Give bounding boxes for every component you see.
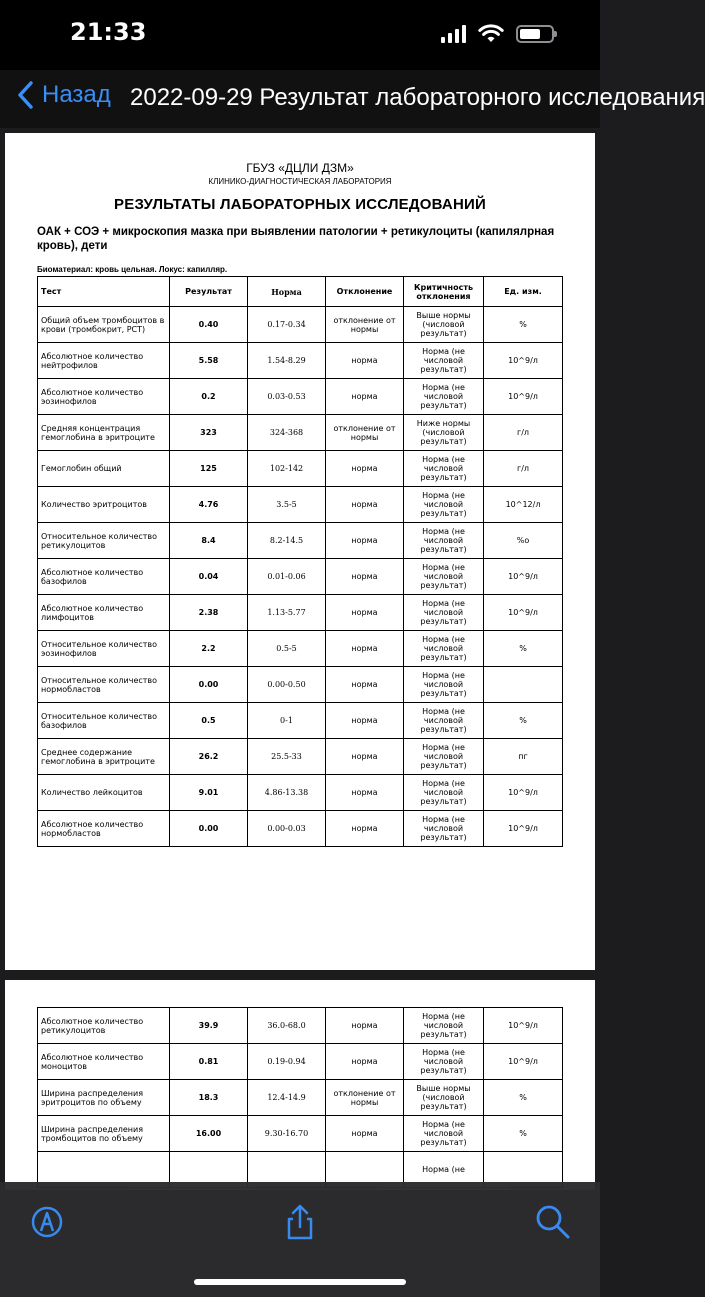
table-row bbox=[38, 631, 563, 667]
criticality-cell: Выше нормы (числовой результат) bbox=[404, 307, 484, 343]
criticality-cell: Норма (не числовой результат) bbox=[404, 559, 484, 595]
deviation-cell: отклонение от нормы bbox=[326, 415, 404, 451]
unit-cell: г/л bbox=[484, 451, 563, 487]
result-cell: 0.81 bbox=[170, 1044, 248, 1080]
result-cell: 0.00 bbox=[170, 811, 248, 847]
biomaterial: Биоматериал: кровь цельная. Локус: капилляр. bbox=[37, 265, 228, 274]
wifi-icon bbox=[478, 24, 504, 44]
test-name-cell: Абсолютное количество нейтрофилов bbox=[38, 343, 170, 379]
deviation-cell: норма bbox=[326, 595, 404, 631]
unit-cell: 10^9/л bbox=[484, 811, 563, 847]
result-cell: 16.00 bbox=[170, 1116, 248, 1152]
deviation-cell: норма bbox=[326, 703, 404, 739]
table-row bbox=[38, 811, 563, 847]
col-header-norm: Норма bbox=[248, 277, 326, 307]
deviation-cell: норма bbox=[326, 1008, 404, 1044]
test-name-cell: Абсолютное количество лимфоцитов bbox=[38, 595, 170, 631]
unit-cell: 10^9/л bbox=[484, 1008, 563, 1044]
test-name-cell: Среднее содержание гемоглобина в эритроците bbox=[38, 739, 170, 775]
deviation-cell: норма bbox=[326, 343, 404, 379]
result-cell: 0.5 bbox=[170, 703, 248, 739]
document-page-2[interactable] bbox=[5, 980, 595, 1190]
table-row bbox=[38, 1044, 563, 1080]
test-name-cell: Средняя концентрация гемоглобина в эритроците bbox=[38, 415, 170, 451]
result-cell: 4.76 bbox=[170, 487, 248, 523]
col-header-criticality: Критичность отклонения bbox=[404, 277, 484, 307]
criticality-cell: Норма (не числовой результат) bbox=[404, 703, 484, 739]
table-row bbox=[38, 1116, 563, 1152]
deviation-cell: норма bbox=[326, 631, 404, 667]
result-cell: 9.01 bbox=[170, 775, 248, 811]
chevron-left-icon bbox=[16, 80, 34, 110]
table-row bbox=[38, 703, 563, 739]
test-name-cell: Абсолютное количество нормобластов bbox=[38, 811, 170, 847]
deviation-cell: норма bbox=[326, 811, 404, 847]
deviation-cell: норма bbox=[326, 667, 404, 703]
home-indicator[interactable] bbox=[194, 1279, 406, 1285]
document-page-1[interactable] bbox=[5, 133, 595, 970]
norm-cell: 0.00-0.03 bbox=[248, 811, 326, 847]
unit-cell: % bbox=[484, 631, 563, 667]
cellular-signal-icon bbox=[441, 25, 466, 43]
col-header-unit: Ед. изм. bbox=[484, 277, 563, 307]
table-row bbox=[38, 559, 563, 595]
table-row bbox=[38, 667, 563, 703]
norm-cell: 4.86-13.38 bbox=[248, 775, 326, 811]
unit-cell: % bbox=[484, 1116, 563, 1152]
criticality-cell: Норма (не числовой результат) bbox=[404, 775, 484, 811]
table-row bbox=[38, 487, 563, 523]
result-cell: 323 bbox=[170, 415, 248, 451]
test-name-cell: Относительное количество нормобластов bbox=[38, 667, 170, 703]
norm-cell: 9.30-16.70 bbox=[248, 1116, 326, 1152]
markup-icon[interactable] bbox=[27, 1202, 67, 1242]
result-cell: 0.40 bbox=[170, 307, 248, 343]
org-name: ГБУЗ «ДЦЛИ ДЗМ» bbox=[246, 161, 354, 175]
table-row bbox=[38, 415, 563, 451]
deviation-cell: норма bbox=[326, 1116, 404, 1152]
deviation-cell: отклонение от нормы bbox=[326, 1080, 404, 1116]
test-name-cell: Относительное количество базофилов bbox=[38, 703, 170, 739]
test-name: ОАК + СОЭ + микроскопия мазка при выявлении патологии + ретикулоциты (капилялрная кровь), дети bbox=[37, 226, 555, 252]
result-cell: 0.2 bbox=[170, 379, 248, 415]
unit-cell: % bbox=[484, 703, 563, 739]
norm-cell: 1.13-5.77 bbox=[248, 595, 326, 631]
col-header-result: Результат bbox=[170, 277, 248, 307]
test-name-cell: Ширина распределения тромбоцитов по объему bbox=[38, 1116, 170, 1152]
criticality-cell: Норма (не числовой результат) bbox=[404, 1008, 484, 1044]
norm-cell: 0.00-0.50 bbox=[248, 667, 326, 703]
table-header-row bbox=[38, 277, 563, 307]
criticality-cell: Норма (не числовой результат) bbox=[404, 667, 484, 703]
result-cell: 2.2 bbox=[170, 631, 248, 667]
test-name-cell: Количество эритроцитов bbox=[38, 487, 170, 523]
criticality-cell: Выше нормы (числовой результат) bbox=[404, 1080, 484, 1116]
status-bar bbox=[0, 0, 600, 70]
table-row bbox=[38, 775, 563, 811]
lab-name: КЛИНИКО-ДИАГНОСТИЧЕСКАЯ ЛАБОРАТОРИЯ bbox=[208, 177, 392, 186]
unit-cell: 10^9/л bbox=[484, 379, 563, 415]
deviation-cell: норма bbox=[326, 379, 404, 415]
table-row bbox=[38, 343, 563, 379]
unit-cell: 10^9/л bbox=[484, 775, 563, 811]
criticality-cell: Ниже нормы (числовой результат) bbox=[404, 415, 484, 451]
results-table bbox=[37, 276, 563, 847]
test-name-cell: Абсолютное количество ретикулоцитов bbox=[38, 1008, 170, 1044]
test-name-cell: Относительное количество ретикулоцитов bbox=[38, 523, 170, 559]
col-header-test: Тест bbox=[38, 277, 170, 307]
criticality-cell: Норма (не числовой результат) bbox=[404, 343, 484, 379]
result-cell: 8.4 bbox=[170, 523, 248, 559]
search-icon[interactable] bbox=[533, 1202, 573, 1242]
result-cell: 0.04 bbox=[170, 559, 248, 595]
table-row bbox=[38, 1008, 563, 1044]
result-cell: 39.9 bbox=[170, 1008, 248, 1044]
norm-cell: 102-142 bbox=[248, 451, 326, 487]
test-name-cell: Количество лейкоцитов bbox=[38, 775, 170, 811]
test-name-cell: Абсолютное количество моноцитов bbox=[38, 1044, 170, 1080]
test-name-cell: Абсолютное количество эозинофилов bbox=[38, 379, 170, 415]
norm-cell: 324-368 bbox=[248, 415, 326, 451]
unit-cell: % bbox=[484, 307, 563, 343]
result-cell: 2.38 bbox=[170, 595, 248, 631]
back-button[interactable] bbox=[16, 80, 111, 110]
table-row bbox=[38, 739, 563, 775]
unit-cell: 10^12/л bbox=[484, 487, 563, 523]
criticality-cell: Норма (не числовой результат) bbox=[404, 451, 484, 487]
norm-cell: 0.5-5 bbox=[248, 631, 326, 667]
deviation-cell: отклонение от нормы bbox=[326, 307, 404, 343]
norm-cell: 3.5-5 bbox=[248, 487, 326, 523]
deviation-cell: норма bbox=[326, 523, 404, 559]
unit-cell: г/л bbox=[484, 415, 563, 451]
criticality-cell: Норма (не числовой результат) bbox=[404, 1116, 484, 1152]
criticality-cell: Норма (не числовой результат) bbox=[404, 487, 484, 523]
table-row bbox=[38, 379, 563, 415]
table-row bbox=[38, 1080, 563, 1116]
result-cell: 125 bbox=[170, 451, 248, 487]
unit-cell: 10^9/л bbox=[484, 1044, 563, 1080]
norm-cell: 0.03-0.53 bbox=[248, 379, 326, 415]
criticality-cell: Норма (не числовой результат) bbox=[404, 631, 484, 667]
norm-cell: 0-1 bbox=[248, 703, 326, 739]
unit-cell: пг bbox=[484, 739, 563, 775]
unit-cell: %о bbox=[484, 523, 563, 559]
criticality-cell: Норма (не числовой результат) bbox=[404, 523, 484, 559]
test-name-cell: Общий объем тромбоцитов в крови (тромбокрит, PCT) bbox=[38, 307, 170, 343]
criticality-cell: Норма (не числовой результат) bbox=[404, 1044, 484, 1080]
results-table-continued bbox=[37, 1007, 563, 1188]
table-row bbox=[38, 523, 563, 559]
unit-cell: 10^9/л bbox=[484, 559, 563, 595]
unit-cell: 10^9/л bbox=[484, 343, 563, 379]
deviation-cell: норма bbox=[326, 1044, 404, 1080]
criticality-cell: Норма (не bbox=[404, 1152, 484, 1188]
norm-cell: 1.54-8.29 bbox=[248, 343, 326, 379]
unit-cell bbox=[484, 667, 563, 703]
document-title: РЕЗУЛЬТАТЫ ЛАБОРАТОРНЫХ ИССЛЕДОВАНИЙ bbox=[114, 196, 486, 213]
norm-cell: 0.17-0.34 bbox=[248, 307, 326, 343]
norm-cell: 36.0-68.0 bbox=[248, 1008, 326, 1044]
deviation-cell: норма bbox=[326, 739, 404, 775]
test-name-cell: Относительное количество эозинофилов bbox=[38, 631, 170, 667]
norm-cell: 8.2-14.5 bbox=[248, 523, 326, 559]
table-row bbox=[38, 451, 563, 487]
criticality-cell: Норма (не числовой результат) bbox=[404, 811, 484, 847]
col-header-deviation: Отклонение bbox=[326, 277, 404, 307]
result-cell: 5.58 bbox=[170, 343, 248, 379]
navigation-bar bbox=[0, 70, 705, 128]
norm-cell: 0.19-0.94 bbox=[248, 1044, 326, 1080]
result-cell: 0.00 bbox=[170, 667, 248, 703]
test-name-cell: Абсолютное количество базофилов bbox=[38, 559, 170, 595]
norm-cell: 25.5-33 bbox=[248, 739, 326, 775]
status-time: 21:33 bbox=[70, 18, 147, 46]
unit-cell: % bbox=[484, 1080, 563, 1116]
norm-cell: 0.01-0.06 bbox=[248, 559, 326, 595]
test-name-cell: Гемоглобин общий bbox=[38, 451, 170, 487]
result-cell: 18.3 bbox=[170, 1080, 248, 1116]
table-row bbox=[38, 595, 563, 631]
deviation-cell: норма bbox=[326, 559, 404, 595]
unit-cell: 10^9/л bbox=[484, 595, 563, 631]
norm-cell: 12.4-14.9 bbox=[248, 1080, 326, 1116]
criticality-cell: Норма (не числовой результат) bbox=[404, 739, 484, 775]
test-name-cell: Ширина распределения эритроцитов по объему bbox=[38, 1080, 170, 1116]
back-label: Назад bbox=[42, 81, 111, 108]
criticality-cell: Норма (не числовой результат) bbox=[404, 379, 484, 415]
result-cell: 26.2 bbox=[170, 739, 248, 775]
table-row bbox=[38, 307, 563, 343]
deviation-cell: норма bbox=[326, 451, 404, 487]
page-title: 2022-09-29 Результат лабораторного исследования bbox=[130, 84, 705, 111]
deviation-cell: норма bbox=[326, 487, 404, 523]
battery-icon bbox=[516, 25, 554, 43]
criticality-cell: Норма (не числовой результат) bbox=[404, 595, 484, 631]
share-icon[interactable] bbox=[280, 1202, 320, 1242]
deviation-cell: норма bbox=[326, 775, 404, 811]
